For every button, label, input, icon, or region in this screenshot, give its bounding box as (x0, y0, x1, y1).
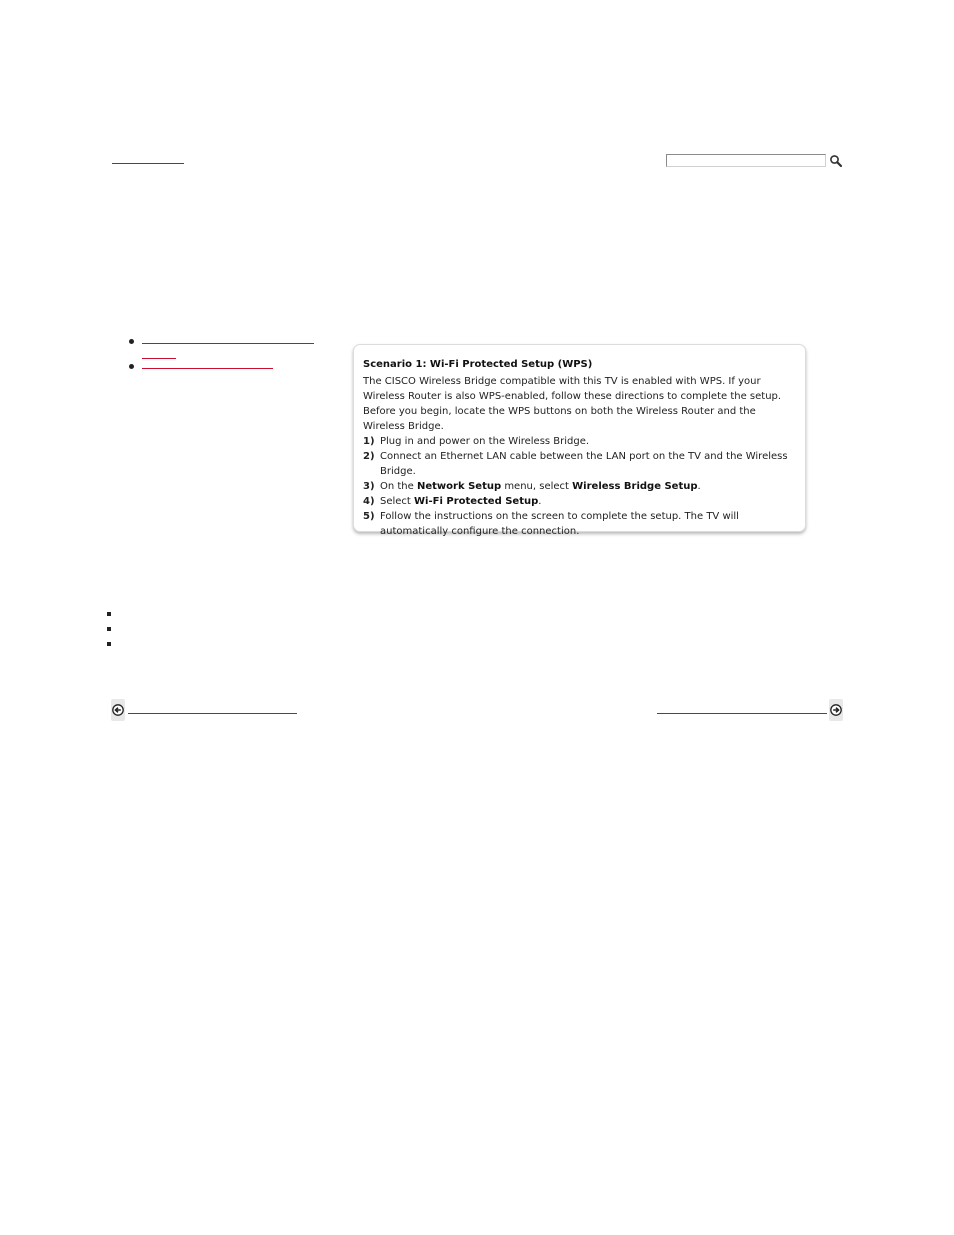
next-page-link[interactable] (657, 713, 827, 714)
step-item (363, 449, 803, 479)
step-text: Connect an Ethernet LAN cable between the LAN port on the TV and the Wireless Bridge. (380, 451, 788, 477)
card-intro: The CISCO Wireless Bridge compatible with this TV is enabled with WPS. If your Wireless Router is also WPS-enabled, follow these directions to complete the setup. Before you begin, locate the WPS buttons on both the Wireless Router and the Wireless Bridge. (363, 376, 782, 432)
search-input[interactable] (666, 154, 826, 167)
side-link-1-wrap[interactable] (142, 349, 176, 359)
card-title: Scenario 1: Wi-Fi Protected Setup (WPS) (363, 359, 593, 370)
top-link[interactable] (112, 150, 184, 164)
prev-page-link[interactable] (128, 713, 297, 714)
step-text: Plug in and power on the Wireless Bridge. (380, 436, 590, 447)
side-link-item[interactable] (128, 359, 314, 369)
step-item (363, 434, 803, 449)
step-number: 2) (363, 451, 375, 462)
step-number: 3) (363, 481, 375, 492)
step-text: Follow the instructions on the screen to complete the setup. The TV will automatically configure the connection. (380, 511, 739, 537)
next-arrow-icon[interactable] (829, 699, 843, 721)
square-bullet (107, 642, 111, 646)
prev-arrow-icon[interactable] (111, 699, 125, 721)
step-item (363, 479, 803, 494)
step-item (363, 494, 803, 509)
steps-list (363, 434, 803, 539)
side-link-2[interactable] (142, 359, 273, 369)
step-text: On the Network Setup menu, select Wireless Bridge Setup. (380, 481, 701, 492)
step-number: 1) (363, 436, 375, 447)
step-number: 4) (363, 496, 375, 507)
side-link-list (128, 334, 314, 369)
square-bullet (107, 612, 111, 616)
search-icon[interactable] (829, 153, 843, 167)
step-text: Select Wi-Fi Protected Setup. (380, 496, 542, 507)
square-bullet (107, 627, 111, 631)
step-number: 5) (363, 511, 375, 522)
step-item (363, 509, 803, 539)
side-link-1[interactable] (142, 334, 314, 344)
side-link-item[interactable] (128, 334, 314, 359)
